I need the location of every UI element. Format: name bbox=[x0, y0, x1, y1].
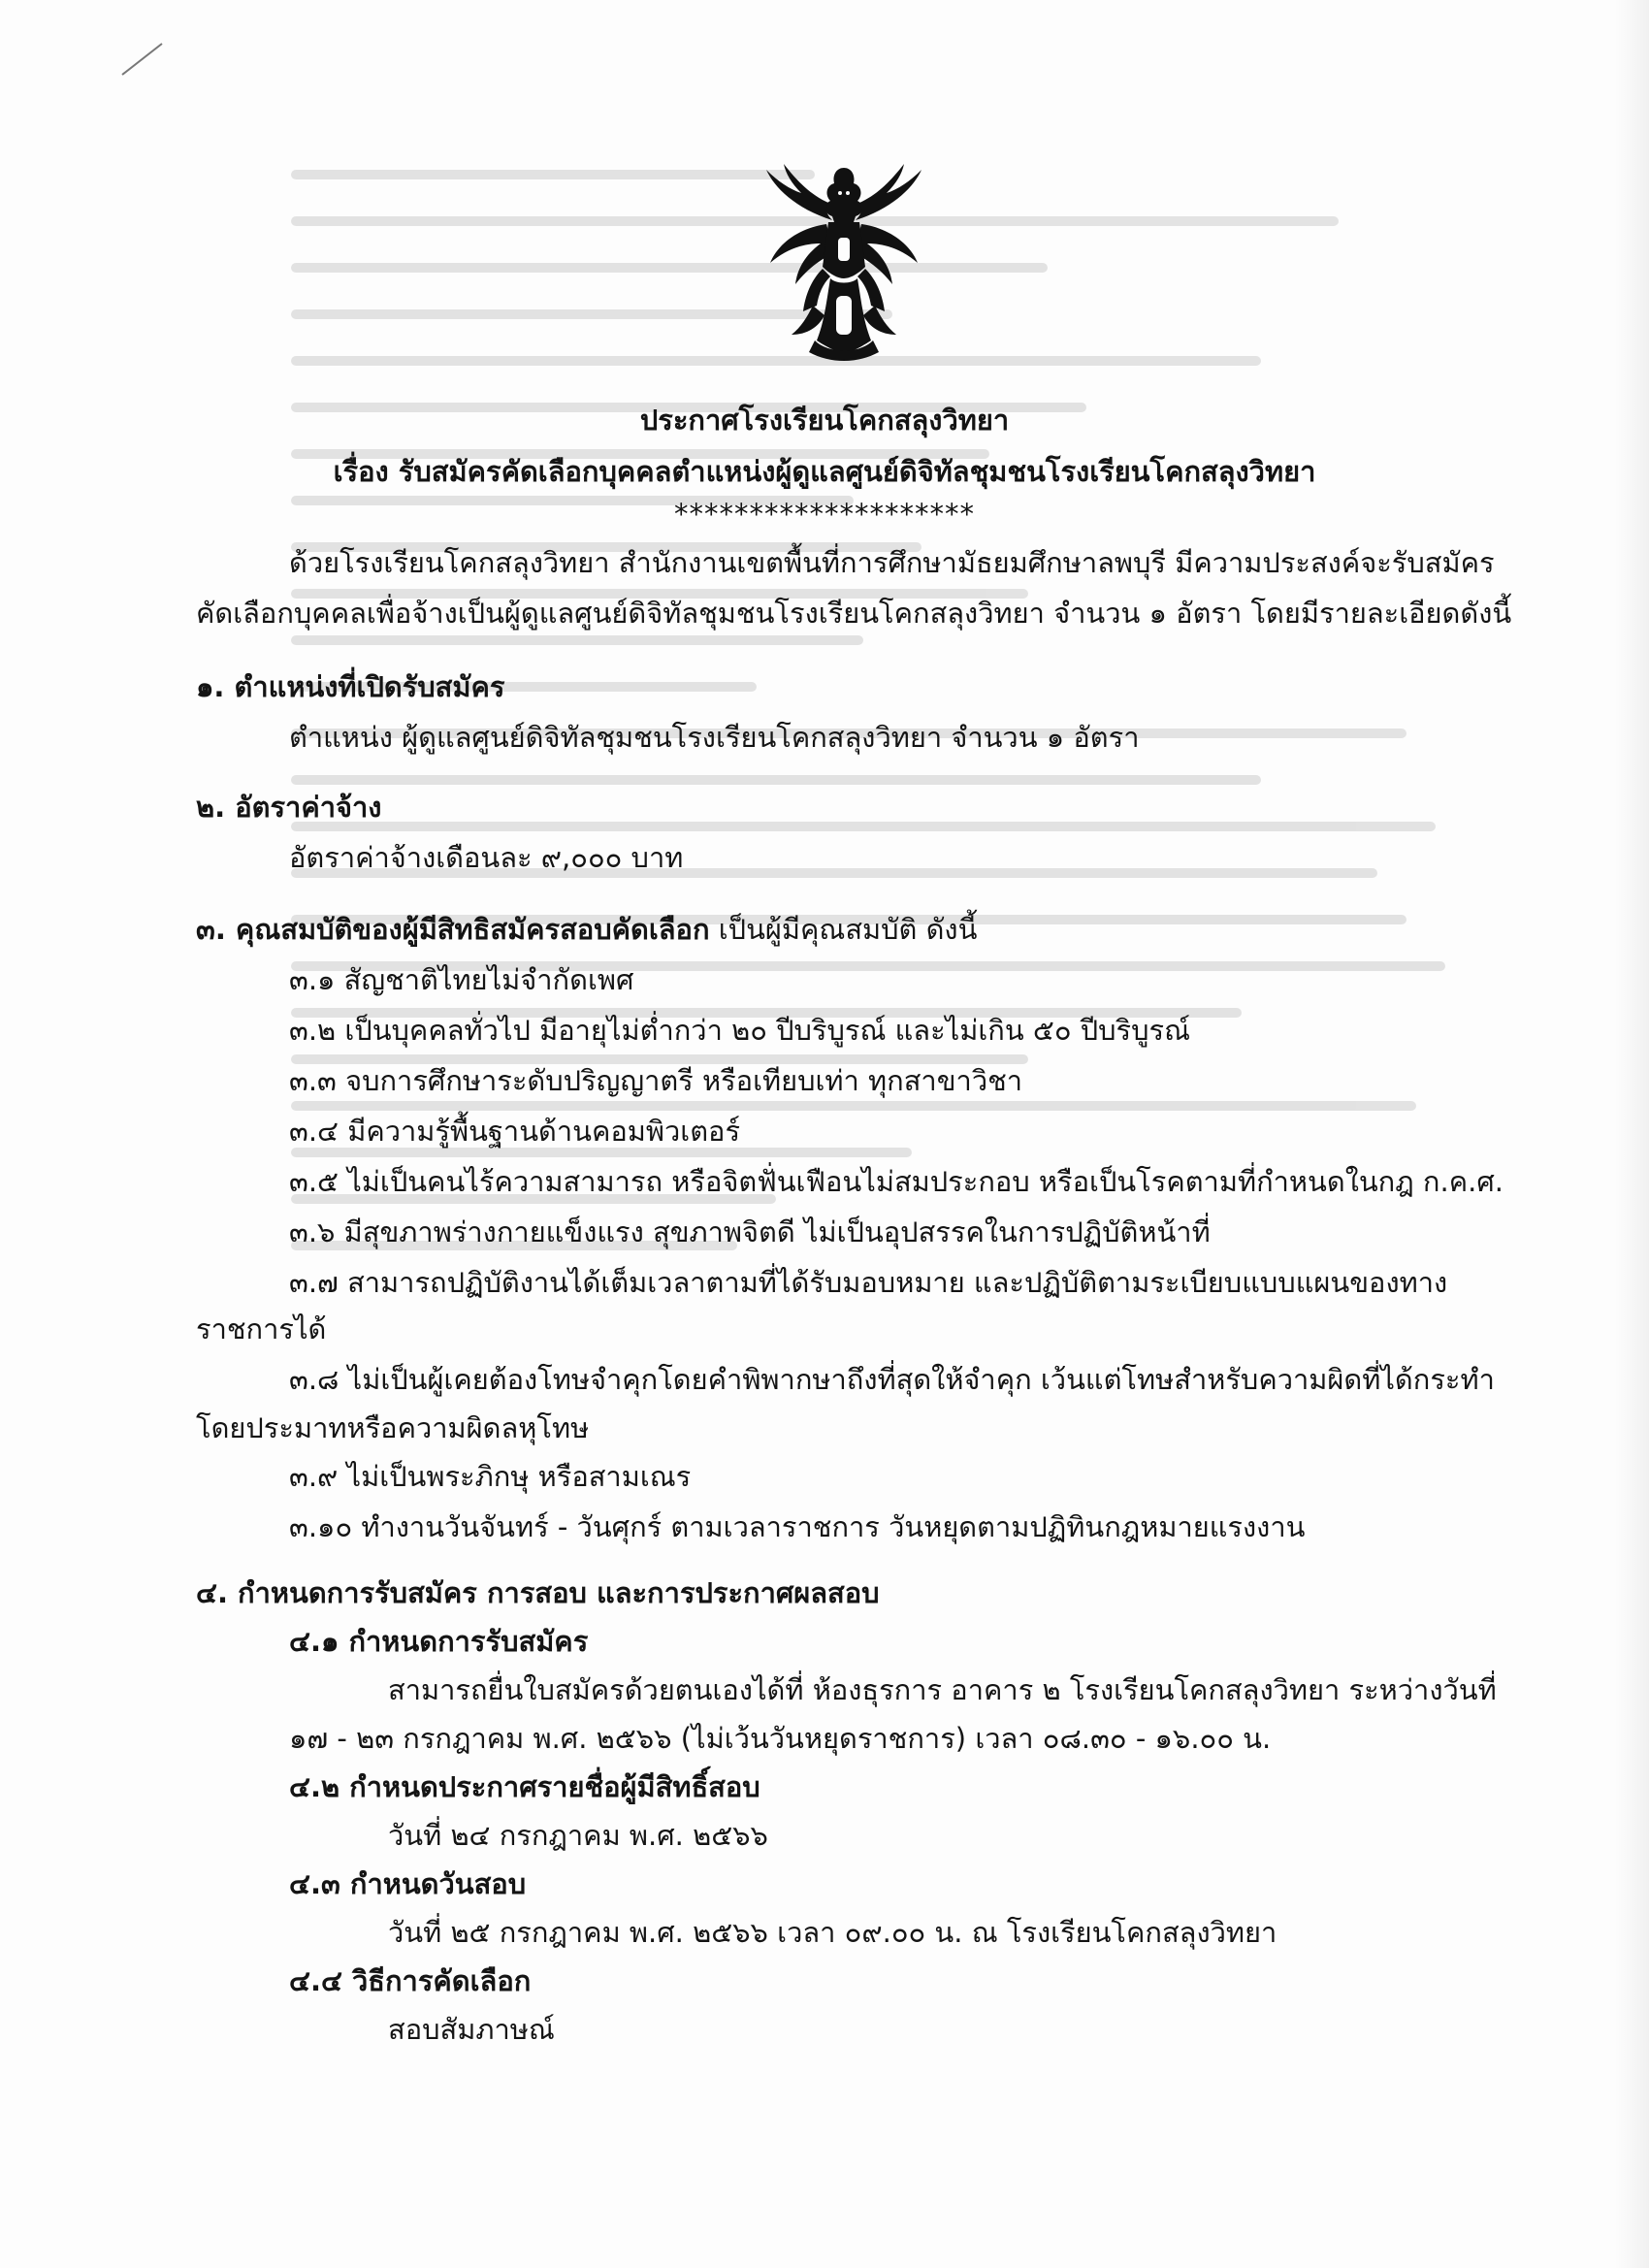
section-3-item: ๓.๒ เป็นบุคคลทั่วไป มีอายุไม่ต่ำกว่า ๒๐ ปีบริบูรณ์ และไม่เกิน ๕๐ ปีบริบูรณ์ bbox=[289, 1014, 1191, 1047]
section-4-3-heading: ๔.๓ กำหนดวันสอบ bbox=[289, 1867, 527, 1900]
intro-line-1: ด้วยโรงเรียนโคกสลุงวิทยา สำนักงานเขตพื้นที่การศึกษามัธยมศึกษาลพบุรี มีความประสงค์จะรับสมัคร bbox=[289, 546, 1495, 579]
section-3-item: ๓.๕ ไม่เป็นคนไร้ความสามารถ หรือจิตฟั่นเฟือนไม่สมประกอบ หรือเป็นโรคตามที่กำหนดในกฎ ก.ค.ศ. bbox=[289, 1165, 1504, 1198]
section-4-heading: ๔. กำหนดการรับสมัคร การสอบ และการประกาศผลสอบ bbox=[196, 1576, 880, 1609]
section-4-4-text: สอบสัมภาษณ์ bbox=[388, 2013, 555, 2046]
section-4-4-heading: ๔.๔ วิธีการคัดเลือก bbox=[289, 1964, 532, 1997]
section-3-item: ๓.๑ สัญชาติไทยไม่จำกัดเพศ bbox=[289, 963, 634, 996]
announcement-subject: เรื่อง รับสมัครคัดเลือกบุคคลตำแหน่งผู้ดูแลศูนย์ดิจิทัลชุมชนโรงเรียนโคกสลุงวิทยา bbox=[333, 455, 1316, 488]
section-2-heading: ๒. อัตราค่าจ้าง bbox=[196, 791, 382, 824]
section-3-heading bbox=[196, 910, 977, 949]
section-2-text: อัตราค่าจ้างเดือนละ ๙,๐๐๐ บาท bbox=[289, 841, 684, 874]
section-4-2-text: วันที่ ๒๔ กรกฎาคม พ.ศ. ๒๕๖๖ bbox=[388, 1819, 768, 1852]
section-3-item: ๓.๙ ไม่เป็นพระภิกษุ หรือสามเณร bbox=[289, 1460, 692, 1493]
section-4-3-text: วันที่ ๒๕ กรกฎาคม พ.ศ. ๒๕๖๖ เวลา ๐๙.๐๐ น. ณ โรงเรียนโคกสลุงวิทยา bbox=[388, 1916, 1277, 1949]
garuda-emblem bbox=[757, 160, 931, 364]
section-4-1-line-2: ๑๗ - ๒๓ กรกฎาคม พ.ศ. ๒๕๖๖ (ไม่เว้นวันหยุดราชการ) เวลา ๐๘.๓๐ - ๑๖.๐๐ น. bbox=[289, 1722, 1272, 1755]
announcement-title: ประกาศโรงเรียนโคกสลุงวิทยา bbox=[639, 404, 1010, 437]
scan-pen-mark bbox=[121, 43, 162, 76]
section-3-item: ๓.๘ ไม่เป็นผู้เคยต้องโทษจำคุกโดยคำพิพากษาถึงที่สุดให้จำคุก เว้นแต่โทษสำหรับความผิดที่ได้กระทำ bbox=[289, 1363, 1495, 1396]
section-4-1-heading: ๔.๑ กำหนดการรับสมัคร bbox=[289, 1625, 589, 1658]
intro-line-2: คัดเลือกบุคคลเพื่อจ้างเป็นผู้ดูแลศูนย์ดิจิทัลชุมชนโรงเรียนโคกสลุงวิทยา จำนวน ๑ อัตรา โดยมีรายละเอียดดังนี้ bbox=[196, 597, 1512, 630]
section-4-1-line-1: สามารถยื่นใบสมัครด้วยตนเองได้ที่ ห้องธุรการ อาคาร ๒ โรงเรียนโคกสลุงวิทยา ระหว่างวันที่ bbox=[388, 1673, 1497, 1706]
section-3-item: ๓.๑๐ ทำงานวันจันทร์ - วันศุกร์ ตามเวลาราชการ วันหยุดตามปฏิทินกฎหมายแรงงาน bbox=[289, 1510, 1306, 1543]
section-3-item: ๓.๗ สามารถปฏิบัติงานได้เต็มเวลาตามที่ได้รับมอบหมาย และปฏิบัติตามระเบียบแบบแผนของทาง bbox=[289, 1266, 1448, 1299]
section-3-item: ๓.๓ จบการศึกษาระดับปริญญาตรี หรือเทียบเท่า ทุกสาขาวิชา bbox=[289, 1064, 1023, 1097]
scan-edge-shadow bbox=[1614, 0, 1649, 2268]
separator-line: ******************** bbox=[674, 498, 975, 531]
section-4-2-heading: ๔.๒ กำหนดประกาศรายชื่อผู้มีสิทธิ์สอบ bbox=[289, 1770, 760, 1803]
section-1-text: ตำแหน่ง ผู้ดูแลศูนย์ดิจิทัลชุมชนโรงเรียนโคกสลุงวิทยา จำนวน ๑ อัตรา bbox=[289, 721, 1140, 754]
section-3-heading-bold: ๓. คุณสมบัติของผู้มีสิทธิสมัครสอบคัดเลือก bbox=[196, 913, 710, 946]
section-3-heading-rest: เป็นผู้มีคุณสมบัติ ดังนี้ bbox=[709, 913, 978, 946]
section-3-item-continuation: ราชการได้ bbox=[196, 1312, 327, 1345]
section-1-heading: ๑. ตำแหน่งที่เปิดรับสมัคร bbox=[196, 670, 505, 703]
section-3-item-continuation: โดยประมาทหรือความผิดลหุโทษ bbox=[196, 1411, 590, 1444]
section-3-item: ๓.๔ มีความรู้พื้นฐานด้านคอมพิวเตอร์ bbox=[289, 1115, 741, 1148]
section-3-item: ๓.๖ มีสุขภาพร่างกายแข็งแรง สุขภาพจิตดี ไม่เป็นอุปสรรคในการปฏิบัติหน้าที่ bbox=[289, 1215, 1211, 1248]
